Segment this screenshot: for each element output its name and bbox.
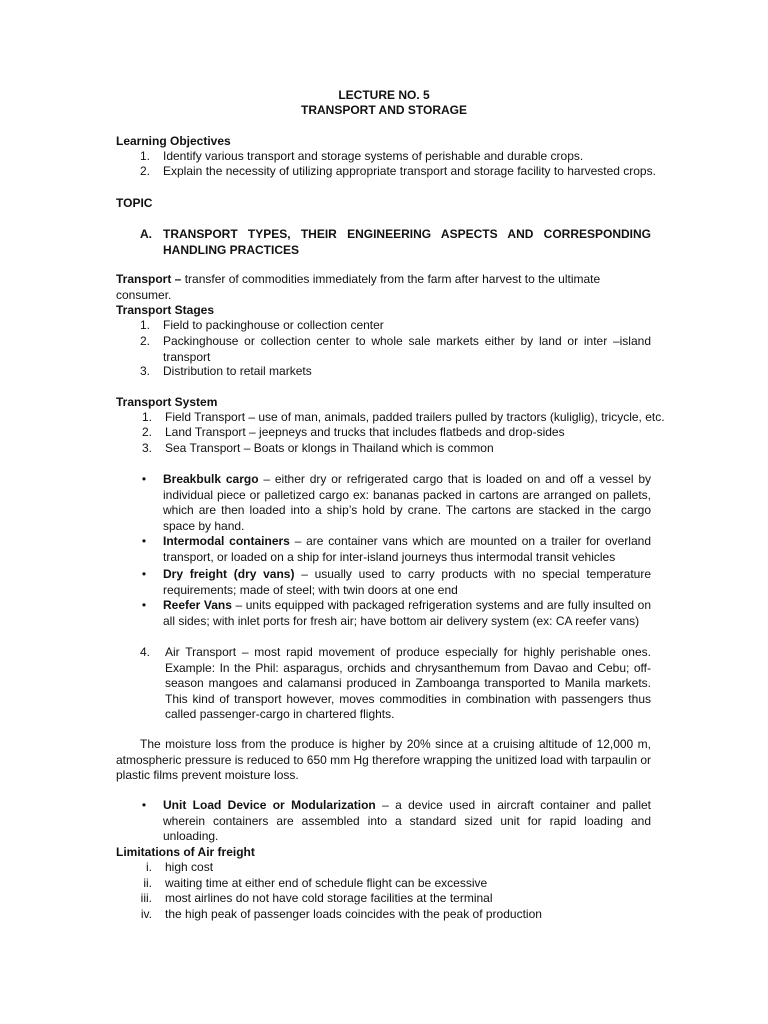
bullet-icon: • xyxy=(141,598,147,612)
bullet-icon: • xyxy=(141,534,147,548)
system-number: 1. xyxy=(141,410,152,424)
uld-term: Unit Load Device or Modularization xyxy=(163,798,376,812)
stages-heading: Transport Stages xyxy=(116,303,215,317)
system-number: 2. xyxy=(141,425,152,439)
limitation-number: iii. xyxy=(140,891,152,905)
section-title: TRANSPORT TYPES, THEIR ENGINEERING ASPECTS AND CORRESPONDING HANDLING PRACTICES xyxy=(163,227,651,257)
system-number: 3. xyxy=(141,441,152,455)
bullet-icon: • xyxy=(141,798,147,812)
uld-description: – a device used in aircraft container and pallet wherein containers are assembled into a standard sized unit for rapid loading and unloading. xyxy=(163,798,651,843)
limitation-text: waiting time at either end of schedule flight can be excessive xyxy=(165,876,488,890)
limitation-number: ii. xyxy=(143,876,152,890)
objective-text: Identify various transport and storage systems of perishable and durable crops. xyxy=(163,149,584,163)
air-transport-number: 4. xyxy=(139,645,150,659)
cargo-term: Dry freight (dry vans) xyxy=(163,567,295,581)
topic-heading: TOPIC xyxy=(116,196,153,210)
transport-definition-text: transfer of commodities immediately from the farm after harvest to the ultimate consumer. xyxy=(116,272,601,302)
cargo-text xyxy=(163,534,651,565)
stage-text: Field to packinghouse or collection center xyxy=(163,318,384,332)
limitation-text: high cost xyxy=(165,860,214,874)
objective-text: Explain the necessity of utilizing appropriate transport and storage facility to harvested crops. xyxy=(163,164,656,178)
cargo-description: – usually used to carry products with no special temperature requirements; made of steel; with twin doors at one end xyxy=(163,567,652,597)
objective-number: 1. xyxy=(139,149,150,163)
section-letter: A. xyxy=(140,227,152,241)
limitations-heading: Limitations of Air freight xyxy=(116,845,255,859)
cargo-term: Intermodal containers xyxy=(163,534,290,548)
limitation-text: the high peak of passenger loads coincides with the peak of production xyxy=(165,907,542,921)
uld-text xyxy=(163,798,651,845)
objectives-heading: Learning Objectives xyxy=(116,134,231,148)
cargo-text xyxy=(163,472,651,534)
system-heading: Transport System xyxy=(116,395,218,409)
system-text: Land Transport – jeepneys and trucks that includes flatbeds and drop-sides xyxy=(165,425,565,439)
limitation-number: i. xyxy=(146,860,152,874)
transport-definition xyxy=(116,272,656,303)
moisture-paragraph: The moisture loss from the produce is higher by 20% since at a cruising altitude of 12,000 m, atmospheric pressure is reduced to 650 mm Hg therefore wrapping the unitized load with tarpaulin or plastic films prevent moisture loss. xyxy=(116,737,651,782)
cargo-description: – units equipped with packaged refrigeration systems and are fully insulted on all sides; with inlet ports for fresh air; have bottom air delivery system (ex: CA reefer vans) xyxy=(163,598,651,628)
objective-number: 2. xyxy=(139,164,150,178)
bullet-icon: • xyxy=(141,472,147,486)
cargo-text xyxy=(163,598,651,629)
system-text: Field Transport – use of man, animals, padded trailers pulled by tractors (kuliglig), tricycle, etc. xyxy=(165,410,665,424)
limitation-text: most airlines do not have cold storage facilities at the terminal xyxy=(165,891,493,905)
bullet-icon: • xyxy=(141,567,147,581)
cargo-text xyxy=(163,567,651,598)
air-transport-text: Air Transport – most rapid movement of produce especially for highly perishable ones. Example: In the Phil: asparagus, orchids and chrysanthemum from Davao and Cebu; off-season mangoes and calamansi produced in Zamboanga transported to Manila markets. This kind of transport however, moves commodities in combination with passengers thus called passenger-cargo in chartered flights. xyxy=(165,645,651,721)
stage-text: Packinghouse or collection center to whole sale markets either by land or inter –island transport xyxy=(163,334,651,364)
stage-text: Distribution to retail markets xyxy=(163,364,312,378)
stage-number: 3. xyxy=(139,364,150,378)
stage-number: 2. xyxy=(139,334,150,348)
cargo-description: – either dry or refrigerated cargo that is loaded on and off a vessel by individual piece or palletized cargo ex: bananas packed in cartons are arranged on pallets, which are then loaded into a ship’s hold by crane. The cartons are stacked in the cargo space by hand. xyxy=(163,472,651,533)
system-text: Sea Transport – Boats or klongs in Thailand which is common xyxy=(165,441,494,455)
limitation-number: iv. xyxy=(140,907,152,921)
cargo-term: Breakbulk cargo xyxy=(163,472,259,486)
stage-number: 1. xyxy=(139,318,150,332)
cargo-description: – are container vans which are mounted on a trailer for overland transport, or loaded on a ship for inter-island journeys thus intermodal transit vehicles xyxy=(163,534,651,564)
lecture-number: LECTURE NO. 5 xyxy=(338,88,430,102)
cargo-term: Reefer Vans xyxy=(163,598,232,612)
transport-term: Transport – xyxy=(116,272,182,286)
lecture-title: TRANSPORT AND STORAGE xyxy=(300,103,467,117)
